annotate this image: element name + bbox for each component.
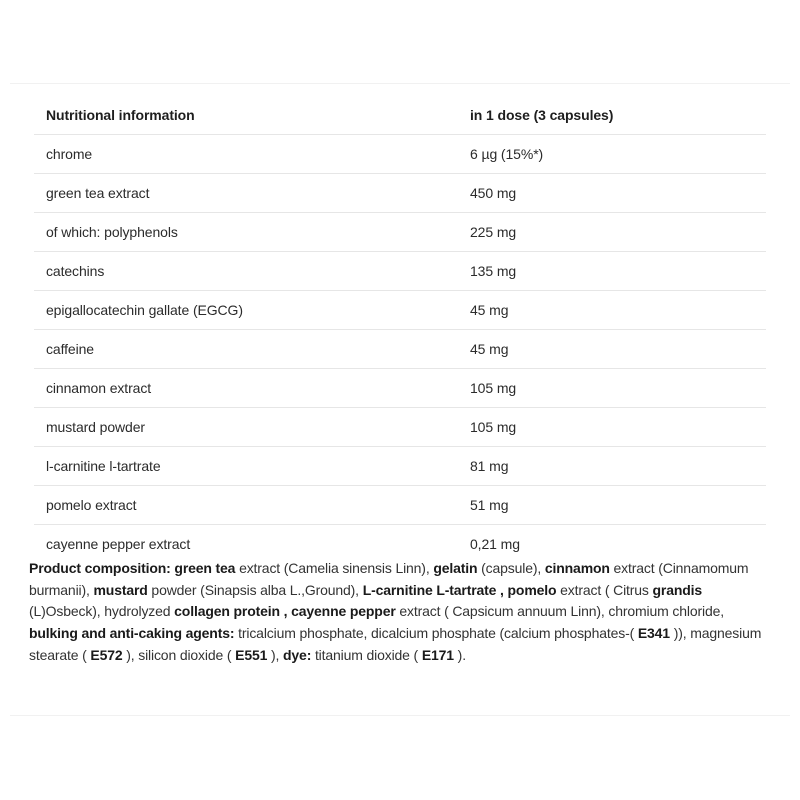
ingredient-carnitine: L-carnitine L-tartrate ,: [362, 581, 504, 598]
nutrient-amount: 0,21 mg: [470, 536, 520, 552]
composition-text: powder (Sinapsis alba L.,Ground),: [147, 581, 359, 598]
composition-text: ), silicon dioxide (: [122, 646, 232, 663]
table-row: [34, 447, 766, 486]
composition-text: (L)Osbeck), hydrolyzed: [29, 603, 171, 620]
e-number-e551: E551: [235, 646, 268, 663]
nutrient-name: of which: polyphenols: [34, 213, 458, 252]
table-row: [34, 369, 766, 408]
composition-text: titanium dioxide (: [311, 646, 419, 663]
nutrient-name: pomelo extract: [34, 486, 458, 525]
product-composition: [29, 558, 767, 667]
table-row: [34, 330, 766, 369]
nutrient-amount: 135 mg: [458, 252, 766, 291]
e-number-e341: E341: [637, 625, 670, 642]
dye-label: dye:: [283, 646, 312, 663]
composition-text: extract (Cinnamomum burmanii),: [29, 560, 749, 598]
nutrient-amount: 51 mg: [458, 486, 766, 525]
nutrient-amount: 81 mg: [458, 447, 766, 486]
nutrient-name: mustard powder: [34, 408, 458, 447]
composition-text: )), magnesium stearate (: [29, 625, 762, 663]
composition-text: extract ( Capsicum annuum Linn), chromium chloride,: [395, 603, 724, 620]
composition-label: Product composition:: [29, 560, 171, 576]
table-row: [34, 486, 766, 525]
ingredient-mustard: mustard: [93, 581, 148, 598]
table-row: [34, 408, 766, 447]
e-number-e171: E171: [421, 646, 454, 663]
ingredient-grandis: grandis: [652, 581, 703, 598]
nutrient-name: l-carnitine l-tartrate: [34, 447, 458, 486]
ingredient-pomelo: pomelo: [507, 581, 557, 598]
nutrient-name: cinnamon extract: [34, 369, 458, 408]
composition-text: tricalcium phosphate, dicalcium phosphate (calcium phosphates-(: [234, 625, 635, 642]
nutrient-amount: 105 mg: [458, 369, 766, 408]
composition-text: ),: [267, 646, 280, 663]
nutrient-amount: 225 mg: [458, 213, 766, 252]
header-dose: in 1 dose (3 capsules): [458, 96, 766, 135]
header-nutritional-information: Nutritional information: [34, 96, 458, 135]
nutrient-name: catechins: [34, 252, 458, 291]
table-row: [34, 252, 766, 291]
table-header-row: [34, 96, 766, 135]
nutrient-amount: 6 µg (15%*): [458, 135, 766, 174]
table-row: [34, 135, 766, 174]
composition-text: (capsule),: [477, 560, 542, 576]
nutrient-amount: 450 mg: [458, 174, 766, 213]
table-row: [34, 213, 766, 252]
bulking-agents-label: bulking and anti-caking agents:: [29, 625, 235, 642]
ingredient-green-tea: green tea: [174, 560, 236, 576]
nutrition-table: [34, 96, 766, 563]
nutrient-amount: 105 mg: [458, 408, 766, 447]
ingredient-collagen: collagen protein ,: [174, 603, 288, 620]
ingredient-cinnamon: cinnamon: [544, 560, 610, 576]
ingredient-cayenne: cayenne pepper: [291, 603, 396, 620]
table-row: [34, 291, 766, 330]
composition-text: extract ( Citrus: [556, 581, 649, 598]
nutrient-name: chrome: [34, 135, 458, 174]
composition-text: extract (Camelia sinensis Linn),: [235, 560, 430, 576]
nutrient-name: green tea extract: [34, 174, 458, 213]
composition-text: ).: [453, 646, 466, 663]
nutrient-name: epigallocatechin gallate (EGCG): [34, 291, 458, 330]
e-number-e572: E572: [90, 646, 123, 663]
nutrient-amount: 45 mg: [458, 291, 766, 330]
nutrient-name: caffeine: [34, 330, 458, 369]
table-row: [34, 174, 766, 213]
nutrient-amount: 45 mg: [458, 330, 766, 369]
nutrition-card: [10, 83, 790, 716]
nutrient-name: cayenne pepper extract: [46, 536, 191, 552]
ingredient-gelatin: gelatin: [433, 560, 478, 576]
